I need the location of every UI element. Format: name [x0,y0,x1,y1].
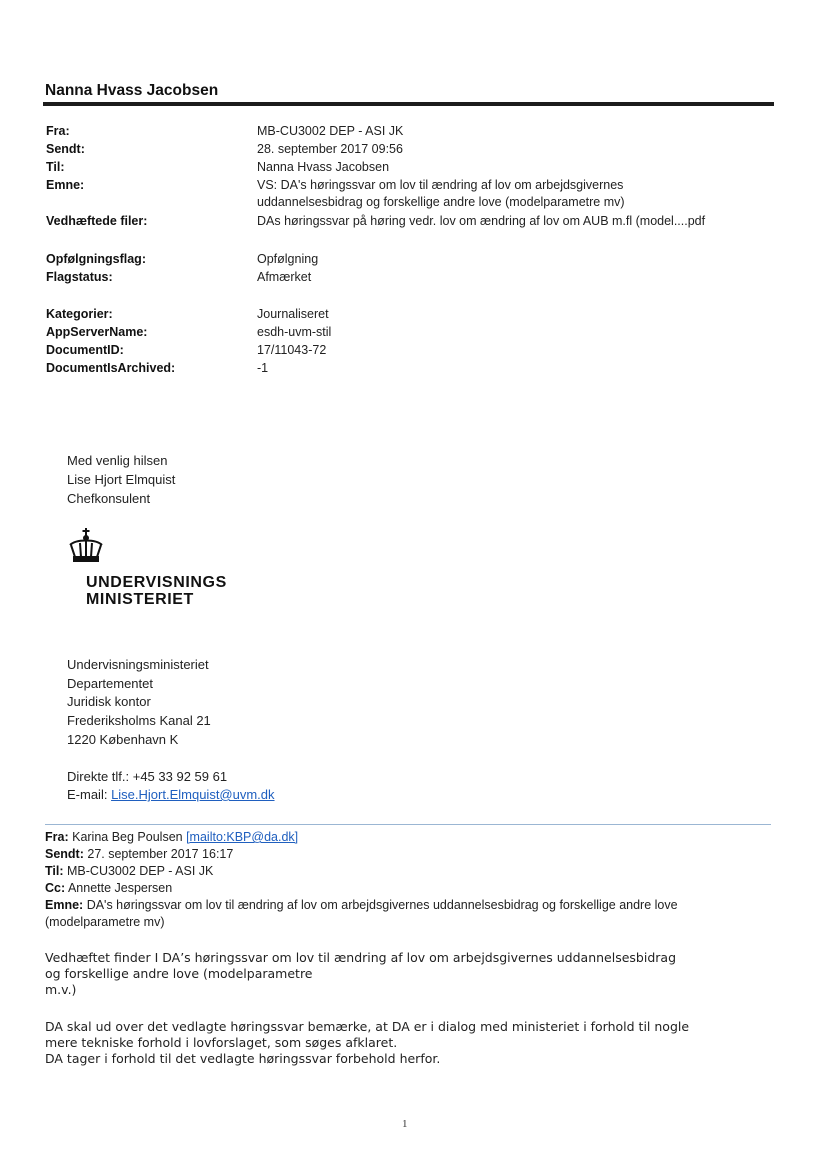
fwd-from-row [45,830,298,844]
fwd-sent-row [45,847,233,861]
meta-label-from: Fra: [46,124,70,138]
fwd-to-value: MB-CU3002 DEP - ASI JK [67,864,214,878]
meta-value-sent: 28. september 2017 09:56 [257,142,403,156]
address-line-3: Juridisk kontor [67,694,151,709]
signature-greeting: Med venlig hilsen [67,453,168,468]
body-p2-line2: mere tekniske forhold i lovforslaget, som søges afklaret. [45,1035,398,1050]
fwd-subject-row [45,898,678,912]
email-link[interactable]: Lise.Hjort.Elmquist@uvm.dk [111,787,275,802]
body-p2-line1: DA skal ud over det vedlagte høringssvar bemærke, at DA er i dialog med ministeriet i forhold til nogle [45,1019,690,1034]
fwd-from-label: Fra: [45,830,69,844]
fwd-subject-label: Emne: [45,898,84,912]
fwd-cc-row [45,881,172,895]
meta-label-documentisarchived: DocumentIsArchived: [46,361,176,375]
fwd-cc-label: Cc: [45,881,66,895]
meta-label-followup-flag: Opfølgningsflag: [46,252,146,266]
meta-label-appservername: AppServerName: [46,325,148,339]
owner-name: Nanna Hvass Jacobsen [45,82,219,99]
meta-value-subject-line2: uddannelsesbidrag og forskellige andre love (modelparametre mv) [257,195,625,209]
fwd-from-mailto-link[interactable]: [mailto:KBP@da.dk] [186,830,299,844]
header-rule [43,102,774,106]
logo-text-line2: MINISTERIET [86,591,194,608]
meta-label-to: Til: [46,160,65,174]
meta-label-flag-status: Flagstatus: [46,270,113,284]
crown-logo-icon [66,527,106,563]
meta-label-attachments: Vedhæftede filer: [46,214,148,228]
address-line-4: Frederiksholms Kanal 21 [67,713,211,728]
meta-value-subject: VS: DA's høringssvar om lov til ændring af lov om arbejdsgivernes [257,178,624,192]
fwd-to-row [45,864,213,878]
fwd-to-label: Til: [45,864,64,878]
email-label: E-mail: [67,787,112,802]
fwd-sent-label: Sendt: [45,847,84,861]
fwd-sent-value: 27. september 2017 16:17 [87,847,234,861]
meta-value-categories: Journaliseret [257,307,329,321]
meta-value-documentisarchived: -1 [257,361,269,375]
fwd-cc-value: Annette Jespersen [67,881,173,895]
meta-label-categories: Kategorier: [46,307,113,321]
meta-value-appservername: esdh-uvm-stil [257,325,332,339]
meta-label-documentid: DocumentID: [46,343,124,357]
meta-value-attachments[interactable]: DAs høringssvar på høring vedr. lov om ændring af lov om AUB m.fl (model....pdf [257,214,706,228]
signature-title: Chefkonsulent [67,491,151,506]
page-number: 1 [402,1118,408,1130]
meta-value-from: MB-CU3002 DEP - ASI JK [257,124,404,138]
signature-phone: Direkte tlf.: +45 33 92 59 61 [67,769,228,784]
body-p1-line1: Vedhæftet finder I DA’s høringssvar om lov til ændring af lov om arbejdsgivernes uddannelsesbidrag [45,950,677,965]
signature-email-row [67,787,275,802]
body-p1-line2: og forskellige andre love (modelparametre [45,966,313,981]
meta-value-documentid: 17/11043-72 [257,343,327,357]
meta-value-to: Nanna Hvass Jacobsen [257,160,390,174]
fwd-subject-value: DA's høringssvar om lov til ændring af lov om arbejdsgivernes uddannelsesbidrag og forskellige andre love [86,898,678,912]
meta-value-followup-flag: Opfølgning [257,252,319,266]
address-line-2: Departementet [67,676,153,691]
body-p2-line3: DA tager i forhold til det vedlagte høringssvar forbehold herfor. [45,1051,441,1066]
body-p1-line3: m.v.) [45,982,77,997]
signature-name: Lise Hjort Elmquist [67,472,176,487]
meta-label-subject: Emne: [46,178,85,192]
forward-separator [45,824,771,825]
fwd-subject-row-2: (modelparametre mv) [45,915,165,929]
address-line-1: Undervisningsministeriet [67,657,209,672]
address-line-5: 1220 København K [67,732,179,747]
logo-text-line1: UNDERVISNINGS [86,574,227,591]
meta-value-flag-status: Afmærket [257,270,312,284]
fwd-from-value: Karina Beg Poulsen [72,830,187,844]
meta-label-sent: Sendt: [46,142,85,156]
